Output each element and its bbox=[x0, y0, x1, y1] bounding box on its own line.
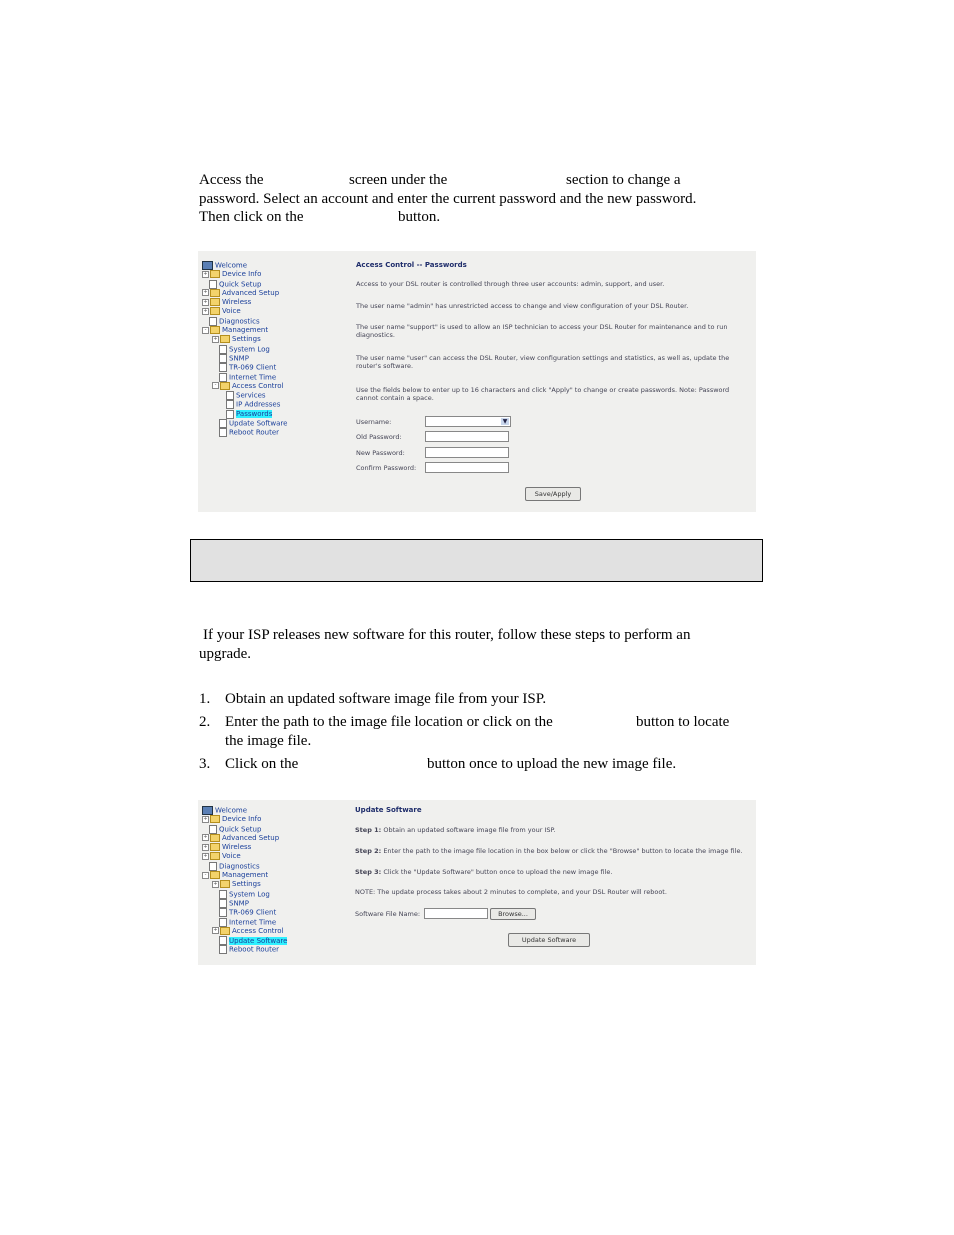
upgrade-intro-text: upgrade. bbox=[199, 645, 252, 662]
page-title: Access Control -- Passwords bbox=[356, 261, 467, 269]
confirm-password-label: Confirm Password: bbox=[356, 464, 417, 472]
chevron-down-icon: ▼ bbox=[502, 418, 508, 425]
expand-icon[interactable]: + bbox=[203, 815, 208, 822]
folder-icon bbox=[210, 270, 220, 278]
tree-item-reboot-router[interactable]: Reboot Router bbox=[202, 428, 287, 437]
info-text: Use the fields below to enter up to 16 characters and click "Apply" to change or create passwords. Note: Password cannot contain a space. bbox=[356, 386, 730, 402]
tree-item-services[interactable]: Services bbox=[202, 391, 287, 400]
new-password-field[interactable] bbox=[425, 447, 509, 458]
tree-item-internet-time[interactable]: Internet Time bbox=[202, 373, 287, 382]
page-icon bbox=[219, 345, 227, 354]
info-text: The user name "support" is used to allow an ISP technician to access your DSL Router for maintenance and to run diagnostics. bbox=[356, 323, 728, 339]
username-select[interactable] bbox=[425, 416, 511, 427]
intro-text: section to change a bbox=[566, 172, 681, 188]
page-icon bbox=[209, 825, 217, 834]
page-title: Update Software bbox=[355, 806, 422, 814]
folder-icon bbox=[210, 289, 220, 297]
expand-icon[interactable]: + bbox=[203, 834, 208, 841]
tree-item-reboot-router[interactable]: Reboot Router bbox=[202, 945, 287, 954]
tree-item-diagnostics[interactable]: Diagnostics bbox=[202, 862, 287, 871]
nav-tree bbox=[202, 806, 287, 955]
folder-icon bbox=[210, 834, 220, 842]
intro-text: password. Select an account and enter the current password and the new password. bbox=[199, 190, 697, 207]
passwords-screenshot bbox=[198, 251, 756, 512]
collapse-icon[interactable]: - bbox=[212, 382, 219, 389]
passwords-content bbox=[356, 261, 751, 511]
file-name-label: Software File Name: bbox=[355, 910, 421, 918]
page-icon bbox=[219, 354, 227, 363]
open-folder-icon bbox=[210, 326, 220, 334]
tree-item-advanced-setup[interactable]: + Advanced Setup bbox=[203, 833, 280, 842]
upgrade-intro-text: If your ISP releases new software for this router, follow these steps to perform an bbox=[203, 627, 691, 643]
tree-item-quick-setup[interactable]: Quick Setup bbox=[202, 825, 287, 834]
folder-icon bbox=[220, 927, 230, 935]
page-icon bbox=[219, 419, 227, 428]
confirm-password-field[interactable] bbox=[425, 462, 509, 473]
page-icon bbox=[219, 899, 227, 908]
expand-icon[interactable]: + bbox=[203, 852, 208, 859]
info-text: The user name "admin" has unrestricted access to change and view configuration of your DSL Router. bbox=[356, 302, 689, 310]
folder-icon bbox=[220, 880, 230, 888]
tree-item-snmp[interactable]: SNMP bbox=[202, 354, 287, 363]
page-icon bbox=[219, 908, 227, 917]
tree-item-settings[interactable]: + Settings bbox=[213, 335, 261, 344]
tree-item-system-log[interactable]: System Log bbox=[202, 890, 287, 899]
info-text: The user name "user" can access the DSL Router, view configuration settings and statistics, as well as, update the router's software. bbox=[356, 354, 730, 370]
tree-item-settings[interactable]: + Settings bbox=[213, 880, 261, 889]
open-folder-icon bbox=[220, 382, 230, 390]
folder-icon bbox=[210, 298, 220, 306]
tree-item-welcome[interactable]: Welcome bbox=[202, 806, 287, 815]
computer-icon bbox=[202, 806, 213, 815]
nav-tree bbox=[202, 261, 287, 438]
step-text: Step 1: Obtain an updated software image file from your ISP. bbox=[355, 826, 556, 834]
note-box bbox=[190, 539, 763, 582]
intro-text: Access the bbox=[199, 172, 264, 188]
expand-icon[interactable]: + bbox=[213, 927, 218, 934]
intro-text: Then click on the bbox=[199, 209, 304, 225]
intro-text: button. bbox=[398, 209, 441, 225]
tree-item-welcome[interactable]: Welcome bbox=[202, 261, 287, 270]
tree-item-access-control[interactable]: - Access Control bbox=[202, 382, 287, 391]
new-password-label: New Password: bbox=[356, 449, 405, 457]
tree-item-voice[interactable]: + Voice bbox=[203, 852, 241, 861]
browse-button[interactable]: Browse... bbox=[490, 908, 536, 920]
open-folder-icon bbox=[210, 871, 220, 879]
expand-icon[interactable]: + bbox=[203, 298, 208, 305]
folder-icon bbox=[220, 335, 230, 343]
step-text: Step 3: Click the "Update Software" button once to upload the new image file. bbox=[355, 868, 613, 876]
page-icon bbox=[219, 890, 227, 899]
intro-paragraph bbox=[199, 171, 759, 227]
tree-item-update-software[interactable]: Update Software bbox=[202, 936, 287, 945]
folder-icon bbox=[210, 307, 220, 315]
expand-icon[interactable]: + bbox=[203, 289, 208, 296]
update-content bbox=[355, 806, 753, 961]
tree-item-tr069-client[interactable]: TR-069 Client bbox=[202, 363, 287, 372]
tree-item-wireless[interactable]: + Wireless bbox=[203, 843, 252, 852]
tree-item-update-software[interactable]: Update Software bbox=[202, 419, 287, 428]
collapse-icon[interactable]: - bbox=[202, 327, 209, 334]
expand-icon[interactable]: + bbox=[203, 307, 208, 314]
page-icon bbox=[219, 428, 227, 437]
tree-item-device-info[interactable]: + Device Info bbox=[203, 815, 262, 824]
tree-item-wireless[interactable]: + Wireless bbox=[203, 298, 252, 307]
file-name-field[interactable] bbox=[424, 908, 488, 919]
tree-item-internet-time[interactable]: Internet Time bbox=[202, 918, 287, 927]
tree-item-management[interactable]: - Management bbox=[202, 871, 287, 880]
expand-icon[interactable]: + bbox=[203, 270, 208, 277]
tree-item-ip-addresses[interactable]: IP Addresses bbox=[202, 400, 287, 409]
old-password-field[interactable] bbox=[425, 431, 509, 442]
folder-icon bbox=[210, 852, 220, 860]
page-icon bbox=[226, 410, 234, 419]
computer-icon bbox=[202, 261, 213, 270]
page-icon bbox=[226, 391, 234, 400]
expand-icon[interactable]: + bbox=[213, 880, 218, 887]
intro-text: screen under the bbox=[349, 172, 448, 188]
page-icon bbox=[226, 400, 234, 409]
note-text: NOTE: The update process takes about 2 minutes to complete, and your DSL Router will reboot. bbox=[355, 888, 667, 896]
tree-item-advanced-setup[interactable]: + Advanced Setup bbox=[203, 288, 280, 297]
update-software-button[interactable]: Update Software bbox=[508, 933, 590, 947]
folder-icon bbox=[210, 843, 220, 851]
expand-icon[interactable]: + bbox=[213, 335, 218, 342]
tree-item-management[interactable]: - Management bbox=[202, 326, 287, 335]
page-icon bbox=[209, 317, 217, 326]
folder-icon bbox=[210, 815, 220, 823]
tree-item-passwords[interactable]: Passwords bbox=[202, 410, 287, 419]
expand-icon[interactable]: + bbox=[203, 843, 208, 850]
info-text: Access to your DSL router is controlled through three user accounts: admin, support, and user. bbox=[356, 280, 665, 288]
username-label: Username: bbox=[356, 418, 392, 426]
tree-item-voice[interactable]: + Voice bbox=[203, 307, 241, 316]
tree-item-tr069-client[interactable]: TR-069 Client bbox=[202, 908, 287, 917]
page-icon bbox=[219, 918, 227, 927]
upgrade-steps: 1. Obtain an updated software image file from your ISP. 2. Enter the path to the image file location or click on the button to locate the image file. 3. Click on the button once to upload the new image file. bbox=[199, 691, 730, 772]
tree-item-access-control[interactable]: + Access Control bbox=[213, 926, 284, 935]
page-icon bbox=[219, 363, 227, 372]
tree-item-quick-setup[interactable]: Quick Setup bbox=[202, 280, 287, 289]
page-icon bbox=[209, 280, 217, 289]
page-icon bbox=[209, 862, 217, 871]
tree-item-device-info[interactable]: + Device Info bbox=[203, 270, 262, 279]
step-text: Step 2: Enter the path to the image file location in the box below or click the "Browse" button to locate the image file. bbox=[355, 847, 743, 855]
tree-item-diagnostics[interactable]: Diagnostics bbox=[202, 317, 287, 326]
upgrade-intro bbox=[199, 626, 759, 663]
page-icon bbox=[219, 373, 227, 382]
tree-item-snmp[interactable]: SNMP bbox=[202, 899, 287, 908]
page-icon bbox=[219, 936, 227, 945]
save-apply-button[interactable]: Save/Apply bbox=[525, 487, 581, 501]
update-software-screenshot bbox=[198, 800, 756, 965]
page-icon bbox=[219, 945, 227, 954]
collapse-icon[interactable]: - bbox=[202, 872, 209, 879]
tree-item-system-log[interactable]: System Log bbox=[202, 345, 287, 354]
old-password-label: Old Password: bbox=[356, 433, 402, 441]
